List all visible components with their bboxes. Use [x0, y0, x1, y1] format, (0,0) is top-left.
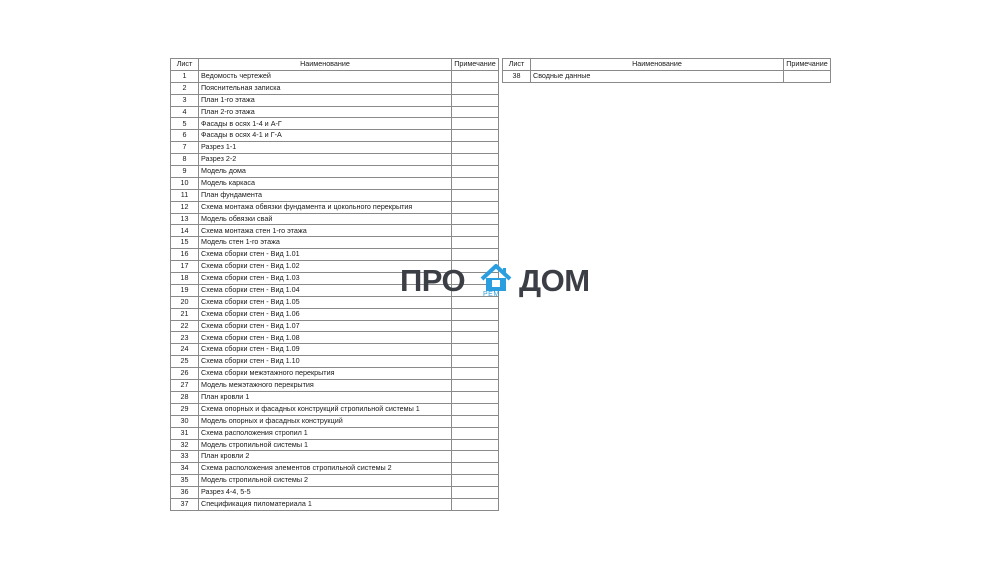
table-row	[171, 487, 499, 499]
sheet-number-cell: 25	[171, 356, 199, 368]
sheet-number-cell: 35	[171, 475, 199, 487]
table-row	[171, 498, 499, 510]
drawing-name-cell: Схема сборки стен - Вид 1.02	[199, 261, 452, 273]
drawing-name-cell: Модель дома	[199, 166, 452, 178]
column-header-sheet: Лист	[171, 59, 199, 71]
drawing-name-cell: Схема сборки стен - Вид 1.01	[199, 249, 452, 261]
watermark-text-left: ПРО	[400, 263, 466, 298]
table-row	[171, 201, 499, 213]
sheet-number-cell: 18	[171, 273, 199, 285]
table-row	[171, 356, 499, 368]
note-cell	[452, 130, 499, 142]
drawing-name-cell: Схема сборки стен - Вид 1.05	[199, 296, 452, 308]
drawing-name-cell: Схема сборки стен - Вид 1.09	[199, 344, 452, 356]
sheet-number-cell: 21	[171, 308, 199, 320]
note-cell	[452, 403, 499, 415]
sheet-number-cell: 14	[171, 225, 199, 237]
table-row	[171, 415, 499, 427]
drawing-name-cell: Схема сборки стен - Вид 1.04	[199, 284, 452, 296]
table-row	[171, 320, 499, 332]
note-cell	[452, 70, 499, 82]
sheet-number-cell: 7	[171, 142, 199, 154]
table-row	[171, 142, 499, 154]
sheet-number-cell: 24	[171, 344, 199, 356]
note-cell	[452, 118, 499, 130]
drawing-name-cell: Сводные данные	[531, 70, 784, 82]
watermark-text-right: ДОМ	[519, 263, 590, 298]
drawing-name-cell: Модель опорных и фасадных конструкций	[199, 415, 452, 427]
sheet-number-cell: 9	[171, 166, 199, 178]
sheet-number-cell: 8	[171, 154, 199, 166]
sheet-number-cell: 17	[171, 261, 199, 273]
drawing-name-cell: Схема сборки стен - Вид 1.08	[199, 332, 452, 344]
table-row	[171, 189, 499, 201]
sheet-number-cell: 12	[171, 201, 199, 213]
note-cell	[452, 427, 499, 439]
note-cell	[784, 70, 831, 82]
table-row	[171, 118, 499, 130]
sheet-number-cell: 13	[171, 213, 199, 225]
note-cell	[452, 166, 499, 178]
table-row	[171, 177, 499, 189]
note-cell	[452, 368, 499, 380]
sheet-number-cell: 27	[171, 380, 199, 392]
note-cell	[452, 177, 499, 189]
drawing-name-cell: Схема сборки стен - Вид 1.10	[199, 356, 452, 368]
table-header-row	[503, 59, 831, 71]
note-cell	[452, 487, 499, 499]
drawing-name-cell: План кровли 1	[199, 391, 452, 403]
drawing-name-cell: Модель каркаса	[199, 177, 452, 189]
drawing-name-cell: План кровли 2	[199, 451, 452, 463]
sheet-number-cell: 37	[171, 498, 199, 510]
sheet-number-cell: 22	[171, 320, 199, 332]
note-cell	[452, 344, 499, 356]
watermark-subtext: РЕМ	[483, 291, 500, 298]
table-row	[171, 130, 499, 142]
table-row	[171, 403, 499, 415]
drawings-list-table-right	[502, 58, 831, 83]
note-cell	[452, 237, 499, 249]
drawing-name-cell: Фасады в осях 4-1 и Г-А	[199, 130, 452, 142]
drawing-name-cell: Модель стен 1-го этажа	[199, 237, 452, 249]
note-cell	[452, 201, 499, 213]
sheet-number-cell: 33	[171, 451, 199, 463]
note-cell	[452, 82, 499, 94]
table-row	[171, 106, 499, 118]
watermark-logo	[400, 262, 600, 302]
drawing-name-cell: Модель обвязки свай	[199, 213, 452, 225]
sheet-number-cell: 15	[171, 237, 199, 249]
table-row	[171, 439, 499, 451]
sheet-number-cell: 19	[171, 284, 199, 296]
table-row	[171, 475, 499, 487]
table-row	[171, 82, 499, 94]
table-row	[171, 94, 499, 106]
drawing-name-cell: Схема сборки межэтажного перекрытия	[199, 368, 452, 380]
note-cell	[452, 249, 499, 261]
drawing-name-cell: План фундамента	[199, 189, 452, 201]
drawing-name-cell: Модель межэтажного перекрытия	[199, 380, 452, 392]
drawing-name-cell: Схема сборки стен - Вид 1.06	[199, 308, 452, 320]
sheet-number-cell: 26	[171, 368, 199, 380]
table-row	[171, 380, 499, 392]
note-cell	[452, 380, 499, 392]
drawing-name-cell: Схема монтажа обвязки фундамента и цокольного перекрытия	[199, 201, 452, 213]
sheet-number-cell: 1	[171, 70, 199, 82]
sheet-number-cell: 11	[171, 189, 199, 201]
sheet-number-cell: 6	[171, 130, 199, 142]
sheet-number-cell: 34	[171, 463, 199, 475]
table-row	[171, 308, 499, 320]
column-header-note: Примечание	[452, 59, 499, 71]
drawing-name-cell: Пояснительная записка	[199, 82, 452, 94]
drawing-name-cell: Схема монтажа стен 1-го этажа	[199, 225, 452, 237]
drawing-name-cell: Модель стропильной системы 1	[199, 439, 452, 451]
drawing-name-cell: Ведомость чертежей	[199, 70, 452, 82]
drawing-name-cell: План 1-го этажа	[199, 94, 452, 106]
drawing-name-cell: Разрез 4-4, 5-5	[199, 487, 452, 499]
drawing-name-cell: Спецификация пиломатериала 1	[199, 498, 452, 510]
column-header-name: Наименование	[531, 59, 784, 71]
sheet-number-cell: 32	[171, 439, 199, 451]
note-cell	[452, 106, 499, 118]
sheet-number-cell: 10	[171, 177, 199, 189]
column-header-note: Примечание	[784, 59, 831, 71]
drawing-name-cell: Схема сборки стен - Вид 1.03	[199, 273, 452, 285]
table-row	[171, 391, 499, 403]
note-cell	[452, 415, 499, 427]
table-row	[171, 225, 499, 237]
note-cell	[452, 498, 499, 510]
sheet-number-cell: 36	[171, 487, 199, 499]
note-cell	[452, 463, 499, 475]
table-row	[171, 249, 499, 261]
table-row	[503, 70, 831, 82]
note-cell	[452, 332, 499, 344]
drawing-name-cell: Схема сборки стен - Вид 1.07	[199, 320, 452, 332]
table-row	[171, 166, 499, 178]
table-row	[171, 451, 499, 463]
sheet-number-cell: 16	[171, 249, 199, 261]
sheet-number-cell: 20	[171, 296, 199, 308]
table-row	[171, 154, 499, 166]
note-cell	[452, 213, 499, 225]
note-cell	[452, 320, 499, 332]
table-row	[171, 332, 499, 344]
sheet-number-cell: 2	[171, 82, 199, 94]
sheet-number-cell: 30	[171, 415, 199, 427]
drawing-name-cell: Разрез 1-1	[199, 142, 452, 154]
sheet-number-cell: 38	[503, 70, 531, 82]
note-cell	[452, 451, 499, 463]
sheet-number-cell: 23	[171, 332, 199, 344]
table-row	[171, 368, 499, 380]
note-cell	[452, 391, 499, 403]
sheet-number-cell: 29	[171, 403, 199, 415]
sheet-number-cell: 28	[171, 391, 199, 403]
drawing-name-cell: Фасады в осях 1-4 и А-Г	[199, 118, 452, 130]
drawing-name-cell: Схема расположения элементов стропильной системы 2	[199, 463, 452, 475]
sheet-number-cell: 5	[171, 118, 199, 130]
note-cell	[452, 142, 499, 154]
table-row	[171, 70, 499, 82]
note-cell	[452, 94, 499, 106]
sheet-number-cell: 3	[171, 94, 199, 106]
table-row	[171, 344, 499, 356]
note-cell	[452, 189, 499, 201]
drawing-name-cell: Схема расположения стропил 1	[199, 427, 452, 439]
sheet-number-cell: 31	[171, 427, 199, 439]
drawing-name-cell: Разрез 2-2	[199, 154, 452, 166]
table-row	[171, 427, 499, 439]
note-cell	[452, 308, 499, 320]
note-cell	[452, 356, 499, 368]
drawing-name-cell: Модель стропильной системы 2	[199, 475, 452, 487]
table-row	[171, 463, 499, 475]
table-row	[171, 237, 499, 249]
note-cell	[452, 475, 499, 487]
sheet-number-cell: 4	[171, 106, 199, 118]
note-cell	[452, 439, 499, 451]
column-header-name: Наименование	[199, 59, 452, 71]
note-cell	[452, 154, 499, 166]
drawing-name-cell: План 2-го этажа	[199, 106, 452, 118]
table-header-row	[171, 59, 499, 71]
column-header-sheet: Лист	[503, 59, 531, 71]
table-row	[171, 213, 499, 225]
note-cell	[452, 225, 499, 237]
drawing-name-cell: Схема опорных и фасадных конструкций стропильной системы 1	[199, 403, 452, 415]
